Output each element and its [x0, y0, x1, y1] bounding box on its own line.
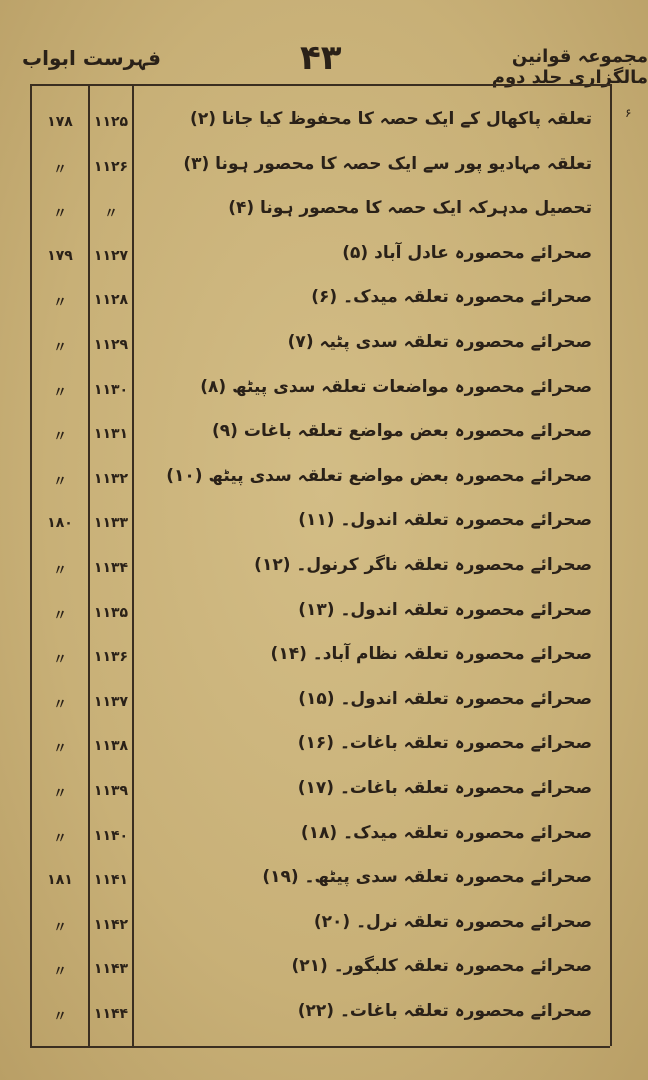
table-row: [0, 323, 648, 368]
table-row: [0, 947, 648, 992]
page-ref: 〃: [53, 1008, 67, 1025]
table-row: [0, 680, 648, 725]
section-number: ۱۱۳۳: [93, 515, 129, 532]
table-row: [0, 189, 648, 234]
table-row: [0, 100, 648, 145]
table-row: [0, 412, 648, 457]
chapter-title: صحرائے محصورہ بعض مواضع تعلقہ سدی پیٹھ (۱۰): [166, 465, 592, 486]
chapter-title: صحرائے محصورہ تعلقہ باغات۔ (۲۲): [297, 1000, 592, 1021]
chapter-title: صحرائے محصورہ تعلقہ نظام آباد۔ (۱۴): [270, 644, 592, 665]
chapter-title: صحرائے محصورہ عادل آباد (۵): [342, 242, 592, 263]
table-row: [0, 368, 648, 413]
page-ref: 〃: [53, 429, 67, 446]
page-ref: 〃: [53, 919, 67, 936]
section-number: ۱۱۲۷: [93, 247, 129, 264]
table-row: [0, 145, 648, 190]
page-ref: 〃: [53, 964, 67, 981]
page-number: ۴۳: [300, 38, 342, 78]
chapter-title: صحرائے محصورہ بعض مواضع تعلقہ باغات (۹): [212, 421, 592, 442]
section-number: ۱۱۳۲: [93, 470, 129, 487]
page-ref: ۱۷۹: [47, 247, 73, 264]
table-row: [0, 724, 648, 769]
table-row: [0, 903, 648, 948]
page-ref: 〃: [53, 161, 67, 178]
section-number: ۱۱۲۹: [93, 336, 129, 353]
chapter-title: صحرائے محصورہ تعلقہ ناگر کرنول۔ (۱۲): [254, 554, 592, 575]
page-ref: 〃: [53, 562, 67, 579]
chapter-title: تحصیل مدہرکہ ایک حصہ کا محصور ہونا (۴): [228, 198, 592, 219]
page-header: [0, 38, 648, 88]
section-number: ۱۱۲۵: [93, 114, 129, 130]
chapter-title: صحرائے محصورہ تعلقہ اندول۔ (۱۳): [298, 599, 592, 620]
table-row: [0, 858, 648, 903]
table-row: [0, 546, 648, 591]
section-number: ۱۱۳۹: [93, 782, 129, 799]
page-ref: 〃: [53, 295, 67, 312]
chapter-title: صحرائے محصورہ تعلقہ سدی پٹیہ (۷): [287, 331, 592, 352]
page-ref: 〃: [53, 473, 67, 490]
page-ref: 〃: [53, 696, 67, 713]
table-row: [0, 278, 648, 323]
table-row: [0, 635, 648, 680]
table-row: [0, 501, 648, 546]
table-row: [0, 234, 648, 279]
chapter-title: تعلقہ پاکھال کے ایک حصہ کا محفوظ کیا جانا (۲): [190, 109, 592, 129]
section-number: ۱۱۳۸: [93, 738, 129, 755]
page-ref: 〃: [53, 206, 67, 223]
page-ref: ۱۷۸: [47, 114, 73, 130]
section-number: ۱۱۳۱: [93, 426, 129, 443]
section-number: ۱۱۳۶: [93, 649, 129, 666]
chapter-title: صحرائے محصورہ مواضعات تعلقہ سدی پیٹھ (۸): [200, 376, 592, 397]
section-number: ۱۱۲۶: [93, 158, 129, 175]
contents-table: [0, 100, 648, 1036]
chapter-title: تعلقہ مہادیو پور سے ایک حصہ کا محصور ہونا (۳): [183, 153, 592, 174]
table-row: [0, 457, 648, 502]
table-row: [0, 814, 648, 859]
section-number: ۱۱۴۱: [93, 872, 129, 889]
header-left-title: فہرست ابواب: [22, 46, 161, 70]
header-right-title: مجموعہ قوانین مالگزاری جلد دوم: [491, 46, 648, 88]
page-ref: 〃: [53, 830, 67, 847]
section-number: ۱۱۳۷: [93, 693, 129, 710]
chapter-title: صحرائے محصورہ تعلقہ باغات۔ (۱۷): [297, 777, 592, 798]
page-ref: 〃: [53, 741, 67, 758]
section-number: ۱۱۴۴: [93, 1005, 129, 1022]
page-ref: ۱۸۱: [47, 872, 73, 889]
chapter-title: صحرائے محصورہ تعلقہ نرل۔ (۲۰): [313, 911, 592, 932]
section-number: ۱۱۳۴: [93, 559, 129, 576]
page-ref: ۱۸۰: [47, 515, 73, 532]
chapter-title: صحرائے محصورہ تعلقہ باغات۔ (۱۶): [297, 733, 592, 754]
page-ref: 〃: [53, 785, 67, 802]
section-number: ۱۱۳۰: [93, 381, 129, 398]
section-number: ۱۱۴۳: [93, 961, 129, 978]
chapter-title: صحرائے محصورہ تعلقہ کلبگور۔ (۲۱): [291, 956, 592, 977]
chapter-title: صحرائے محصورہ تعلقہ اندول۔ (۱۱): [298, 510, 592, 531]
table-row: [0, 992, 648, 1037]
page-ref: 〃: [53, 652, 67, 669]
section-number: ۱۱۴۲: [93, 916, 129, 933]
page-ref: 〃: [53, 607, 67, 624]
page-ref: 〃: [53, 384, 67, 401]
table-row: [0, 591, 648, 636]
table-row: [0, 769, 648, 814]
chapter-title: صحرائے محصورہ تعلقہ سدی پیٹھ۔ (۱۹): [262, 867, 592, 888]
chapter-title: صحرائے محصورہ تعلقہ میدک۔ (۶): [311, 287, 592, 308]
section-number: 〃: [104, 206, 118, 223]
section-number: ۱۱۴۰: [93, 827, 129, 844]
section-number: ۱۱۳۵: [93, 604, 129, 621]
margin-mark: ۶: [625, 106, 632, 120]
page-ref: 〃: [53, 339, 67, 356]
section-number: ۱۱۲۸: [93, 292, 129, 309]
chapter-title: صحرائے محصورہ تعلقہ میدک۔ (۱۸): [300, 822, 592, 843]
chapter-title: صحرائے محصورہ تعلقہ اندول۔ (۱۵): [298, 688, 592, 709]
